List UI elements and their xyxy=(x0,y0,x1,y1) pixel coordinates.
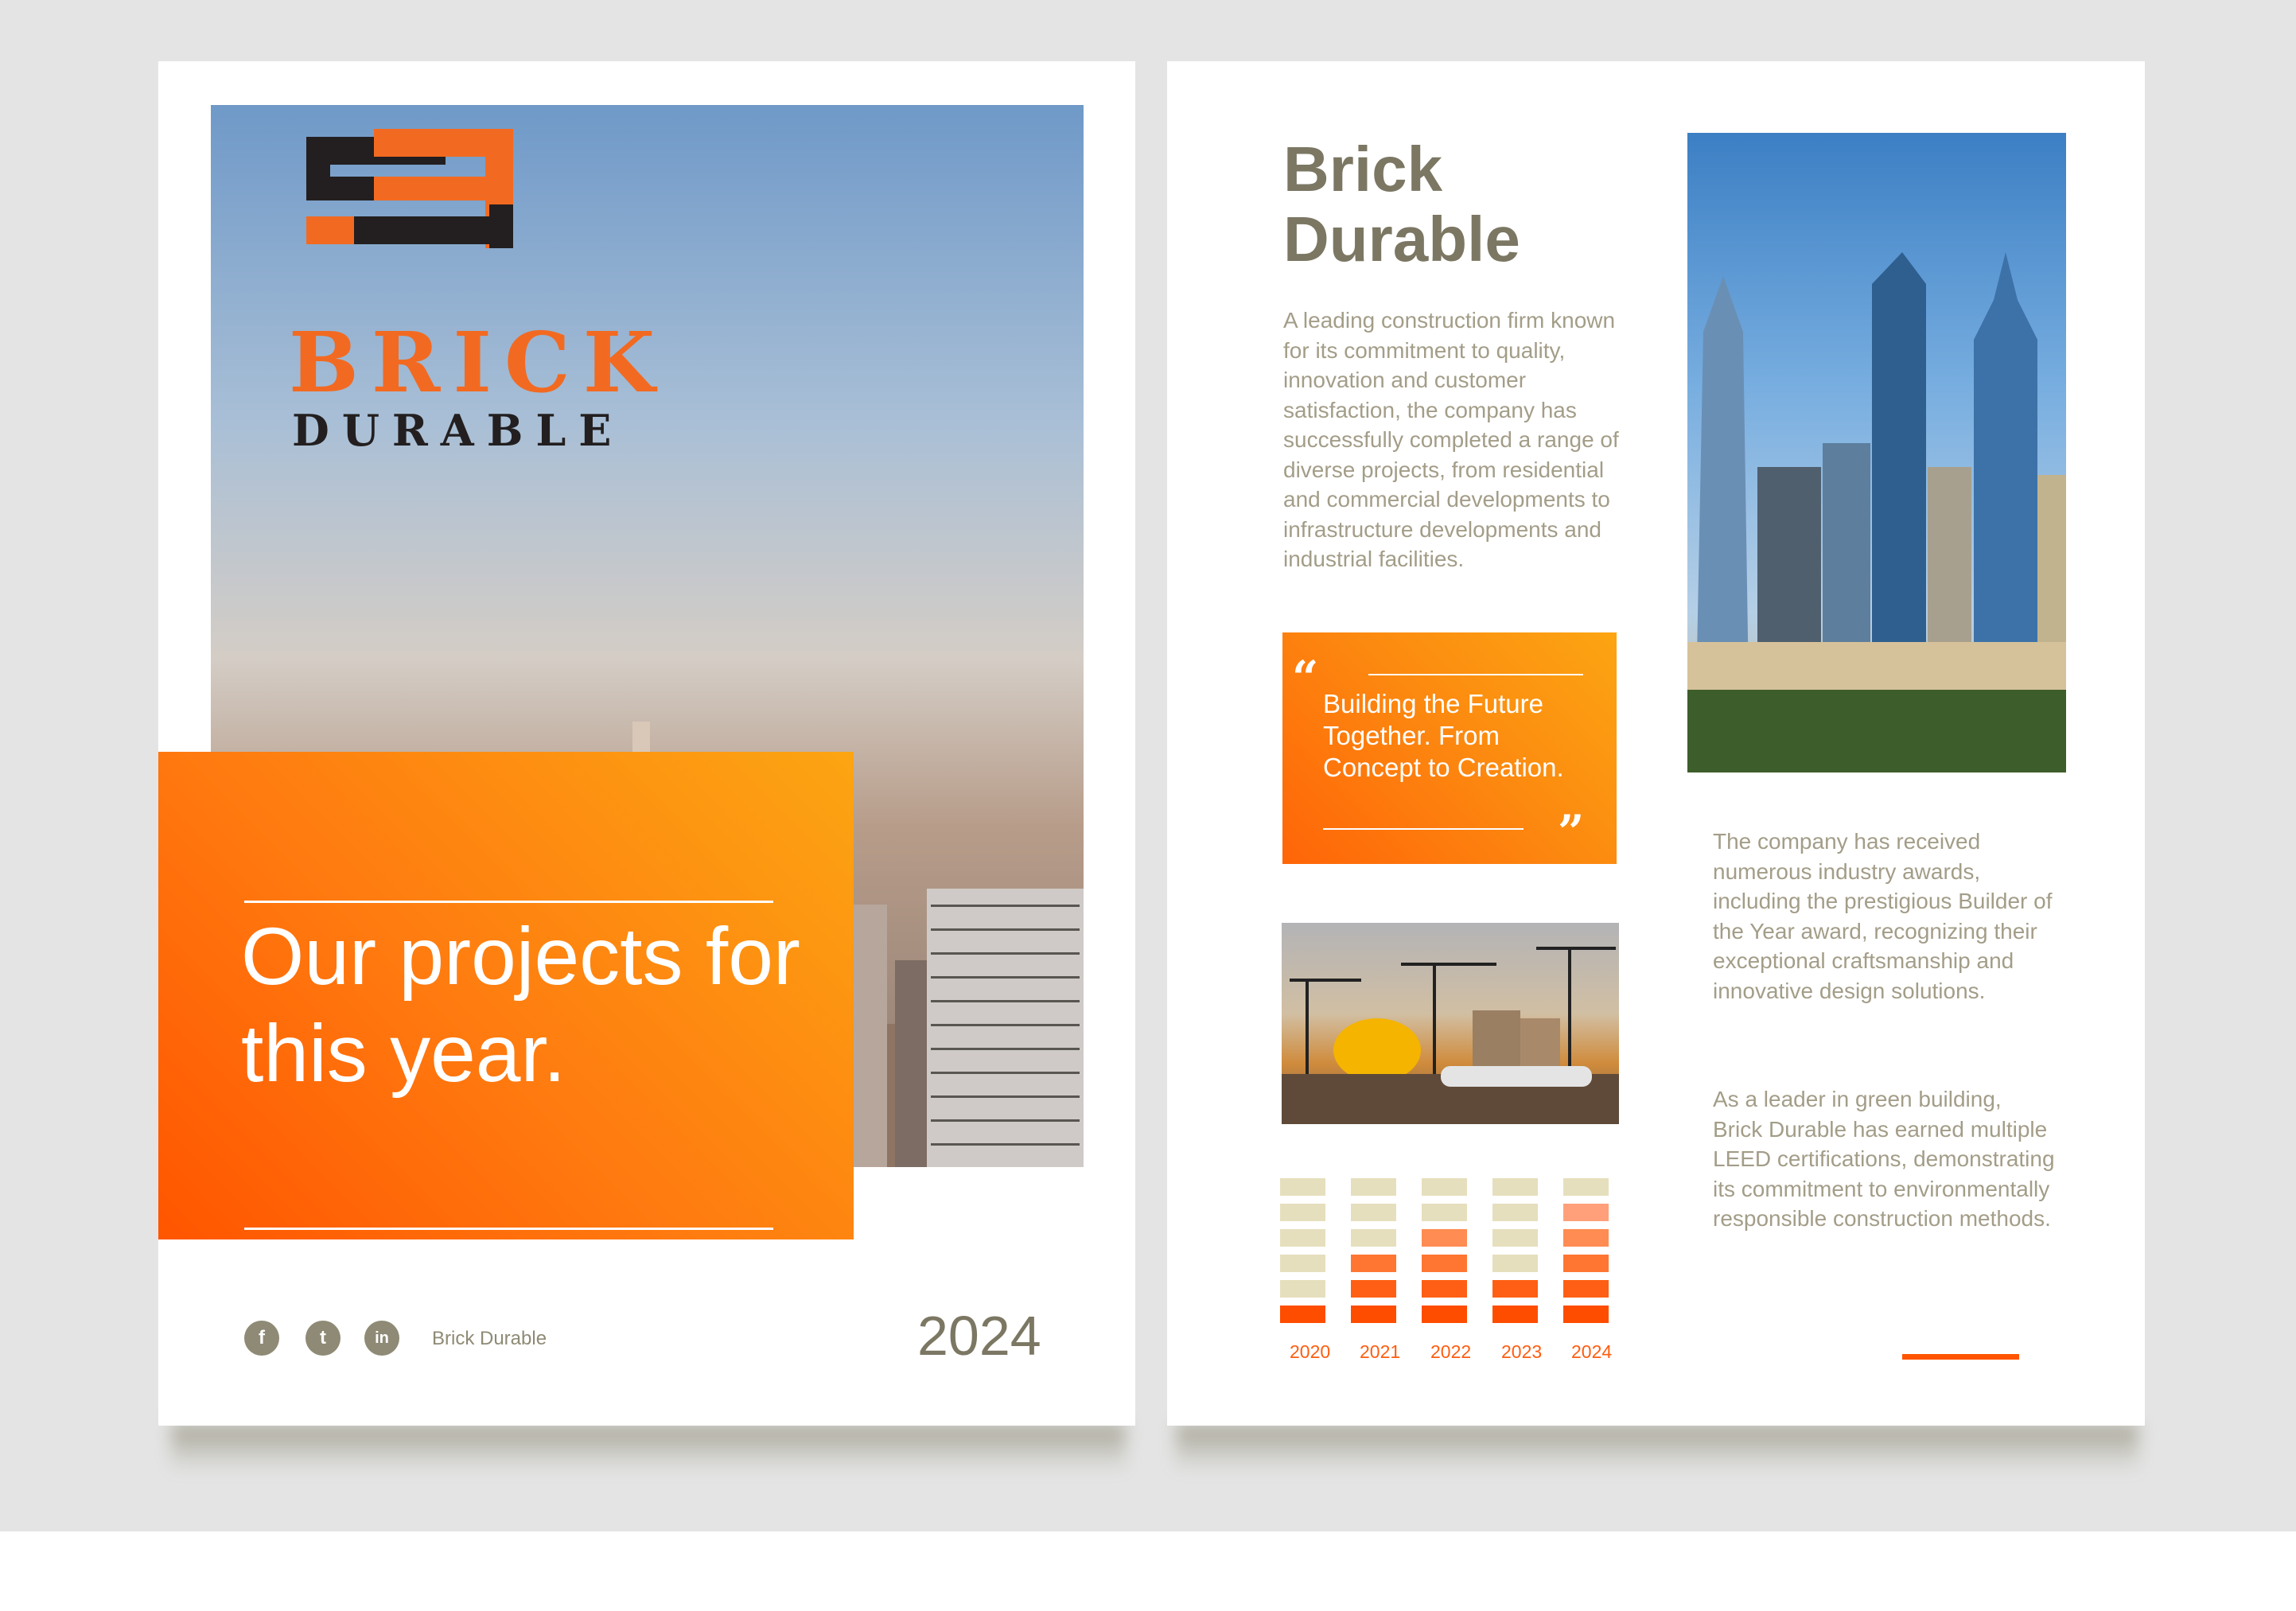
bar-cell-2022-4 xyxy=(1422,1229,1467,1247)
twitter-icon[interactable]: t xyxy=(305,1321,341,1356)
chart-x-label-2024: 2024 xyxy=(1571,1341,1613,1362)
bar-cell-2024-2 xyxy=(1563,1280,1609,1298)
bar-cell-2024-1 xyxy=(1563,1306,1609,1323)
quote-text: Building the Future Together. From Concept to Creation. xyxy=(1323,689,1564,782)
bar-cell-2020-6 xyxy=(1280,1178,1325,1196)
brand-wordmark-brick: BRICK xyxy=(289,313,668,411)
bar-cell-2020-2 xyxy=(1280,1280,1325,1298)
skyscrapers-illustration xyxy=(1687,133,2066,772)
bar-cell-2022-1 xyxy=(1422,1306,1467,1323)
footer-brand-name: Brick Durable xyxy=(432,1328,547,1349)
facebook-icon[interactable]: f xyxy=(244,1321,279,1356)
divider-line xyxy=(244,1228,773,1230)
bar-cell-2021-4 xyxy=(1351,1229,1396,1247)
bar-cell-2023-6 xyxy=(1492,1178,1538,1196)
skyscrapers-photo xyxy=(1687,133,2066,772)
bar-cell-2021-3 xyxy=(1351,1255,1396,1272)
quote-line-bottom xyxy=(1323,828,1524,830)
bar-cell-2021-1 xyxy=(1351,1306,1396,1323)
chart-x-label-2022: 2022 xyxy=(1430,1341,1472,1362)
title-line-2: Durable xyxy=(1283,204,1520,274)
bar-cell-2022-5 xyxy=(1422,1204,1467,1221)
brand-wordmark-durable: DURABLE xyxy=(292,405,625,456)
awards-paragraph: The company has received numerous industry awards, including the prestigious Builder of the Year award, recognizing their exceptional craftsmanship and innovative design solutions. xyxy=(1713,829,2053,1003)
progress-bar-chart xyxy=(1278,1177,1644,1336)
bar-cell-2023-5 xyxy=(1492,1204,1538,1221)
bar-cell-2024-3 xyxy=(1563,1255,1609,1272)
linkedin-icon[interactable]: in xyxy=(364,1321,399,1356)
cover-year: 2024 xyxy=(917,1305,1041,1367)
bar-cell-2023-1 xyxy=(1492,1306,1538,1323)
bar-cell-2023-4 xyxy=(1492,1229,1538,1247)
bar-cell-2021-6 xyxy=(1351,1178,1396,1196)
bar-cell-2020-5 xyxy=(1280,1204,1325,1221)
chart-x-label-2021: 2021 xyxy=(1360,1341,1401,1362)
headline-panel xyxy=(158,752,854,1239)
bar-cell-2021-2 xyxy=(1351,1280,1396,1298)
green-building-paragraph: As a leader in green building, Brick Durable has earned multiple LEED certifications, demonstrating its commitment to environmentally responsible construction methods. xyxy=(1713,1087,2055,1231)
bar-cell-2024-4 xyxy=(1563,1229,1609,1247)
close-quote-icon: ” xyxy=(1558,805,1585,859)
bar-cell-2021-5 xyxy=(1351,1204,1396,1221)
quote-box xyxy=(1282,632,1617,864)
chart-x-label-2023: 2023 xyxy=(1501,1341,1543,1362)
brand-logo-mark xyxy=(306,129,513,248)
page-shadow xyxy=(1176,1424,2138,1472)
bar-cell-2020-3 xyxy=(1280,1255,1325,1272)
accent-bar xyxy=(1902,1354,2019,1360)
quote-line-top xyxy=(1368,674,1583,675)
bar-cell-2023-2 xyxy=(1492,1280,1538,1298)
bar-cell-2022-2 xyxy=(1422,1280,1467,1298)
inside-page xyxy=(1167,61,2145,1426)
cover-headline: Our projects for this year. xyxy=(241,911,800,1099)
bar-cell-2022-3 xyxy=(1422,1255,1467,1272)
bar-cell-2024-5 xyxy=(1563,1204,1609,1221)
bar-cell-2022-6 xyxy=(1422,1178,1467,1196)
bar-cell-2024-6 xyxy=(1563,1178,1609,1196)
page-title xyxy=(1283,134,1520,274)
bar-cell-2023-3 xyxy=(1492,1255,1538,1272)
divider-line xyxy=(244,901,773,903)
intro-paragraph: A leading construction firm known for its commitment to quality, innovation and customer satisfaction, the company has successfully completed a range of diverse projects, from residential and commercial developments to infrastructure developments and industrial facilities. xyxy=(1283,308,1619,571)
page-shadow xyxy=(171,1424,1126,1472)
construction-illustration xyxy=(1282,923,1619,1124)
bar-cell-2020-1 xyxy=(1280,1306,1325,1323)
cover-page xyxy=(158,61,1135,1426)
open-quote-icon: “ xyxy=(1292,651,1319,705)
construction-site-photo xyxy=(1282,923,1619,1124)
chart-x-label-2020: 2020 xyxy=(1290,1341,1331,1362)
bar-cell-2020-4 xyxy=(1280,1229,1325,1247)
title-line-1: Brick xyxy=(1283,134,1443,204)
